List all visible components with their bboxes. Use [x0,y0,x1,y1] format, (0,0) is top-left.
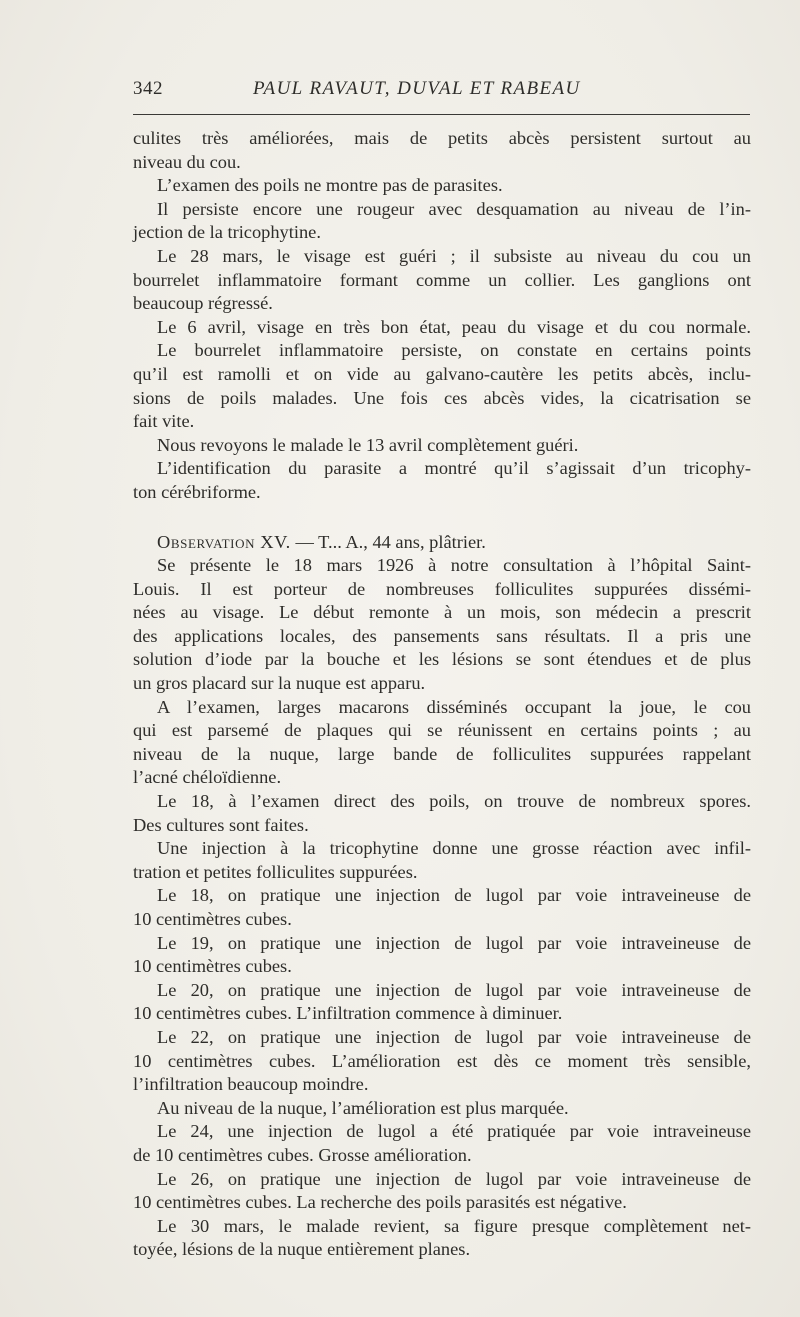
body-text [133,127,751,1262]
text-line: A l’examen, larges macarons disséminés occupant la joue, le cou [157,696,751,717]
text-line: ton cérébriforme. [133,481,261,502]
text-line: Le 20, on pratique une injection de lugol par voie intraveineuse de [157,979,751,1000]
text-line: niveau de la nuque, large bande de folliculites suppurées rappelant [133,743,751,764]
text-line: Le 18, on pratique une injection de lugol par voie intraveineuse de [157,885,751,906]
text-line: Le 24, une injection de lugol a été pratiquée par voie intraveineuse [157,1121,751,1142]
text-line: 10 centimètres cubes. L’infiltration commence à diminuer. [133,1003,563,1024]
text-line: Nous revoyons le malade le 13 avril complètement guéri. [157,434,579,455]
text-line: 10 centimètres cubes. [133,909,292,929]
text-line: culites très améliorées, mais de petits abcès persistent surtout au [133,128,751,148]
text-line: l’infiltration beaucoup moindre. [133,1074,369,1095]
text-line: tration et petites folliculites suppurées. [133,861,418,882]
text-line: L’examen des poils ne montre pas de parasites. [157,175,503,196]
text-line: niveau du cou. [133,151,241,172]
text-line: Le 28 mars, le visage est guéri ; il subsiste au niveau du cou un [157,245,751,266]
text-line: Le 22, on pratique une injection de lugol par voie intraveineuse de [157,1026,751,1047]
text-line: toyée, lésions de la nuque entièrement planes. [133,1239,471,1260]
text-line: Le 26, on pratique une injection de lugol par voie intraveineuse de [157,1168,751,1189]
text-line: Le 6 avril, visage en très bon état, peau du visage et du cou normale. [157,316,751,337]
text-line: l’acné chéloïdienne. [133,767,282,788]
text-line: bourrelet inflammatoire formant comme un collier. Les ganglions ont [133,269,751,290]
text-line: qu’il est ramolli et on vide au galvano-cautère les petits abcès, inclu- [133,363,751,384]
text-line: Le 30 mars, le malade revient, sa figure presque complètement net- [157,1215,751,1236]
header-rule [133,114,750,115]
text-line: de 10 centimètres cubes. Grosse amélioration. [133,1144,472,1165]
text-line: 10 centimètres cubes. La recherche des poils parasités est négative. [133,1192,627,1213]
page-header [133,74,751,104]
text-line: L’identification du parasite a montré qu’il s’agissait d’un tricophy- [157,458,751,479]
text-line: Le 18, à l’examen direct des poils, on trouve de nombreux spores. [157,791,751,812]
text-line: jection de la tricophytine. [133,222,321,243]
text-line: sions de poils malades. Une fois ces abcès vides, la cicatrisation se [133,387,751,408]
text-line: Au niveau de la nuque, l’amélioration est plus marquée. [157,1097,569,1118]
text-line: Il persiste encore une rougeur avec desquamation au niveau de l’in- [157,198,751,219]
observation-subject: — T... A., 44 ans, plâtrier. [295,531,486,552]
text-line: solution d’iode par la bouche et les lésions se sont étendues et de plus [133,649,751,670]
text-line: beaucoup régressé. [133,293,273,314]
paragraph-gap [133,505,751,531]
text-line: qui est parsemé de plaques qui se réunissent en certains points ; au [133,720,751,741]
text-line: Des cultures sont faites. [133,814,309,835]
text-line: Le 19, on pratique une injection de lugol par voie intraveineuse de [157,932,751,953]
text-line: Se présente le 18 mars 1926 à notre consultation à l’hôpital Saint- [157,555,751,576]
text-line: 10 centimètres cubes. L’amélioration est dès ce moment très sensible, [133,1050,751,1071]
text-line: des applications locales, des pansements sans résultats. Il a pris une [133,625,751,646]
page-number: 342 [133,78,163,99]
running-head: PAUL RAVAUT, DUVAL ET RABEAU [253,78,581,99]
text-line: Louis. Il est porteur de nombreuses folliculites suppurées dissémi- [133,578,751,599]
text-line: 10 centimètres cubes. [133,956,292,977]
observation-heading-line [133,531,751,555]
text-line: un gros placard sur la nuque est apparu. [133,673,426,694]
text-line: Le bourrelet inflammatoire persiste, on constate en certains points [157,340,751,361]
observation-heading: Observation XV. [157,531,291,552]
text-line: fait vite. [133,411,195,432]
text-line: Une injection à la tricophytine donne une grosse réaction avec infil- [157,838,751,859]
text-line: nées au visage. Le début remonte à un mois, son médecin a prescrit [133,602,751,623]
